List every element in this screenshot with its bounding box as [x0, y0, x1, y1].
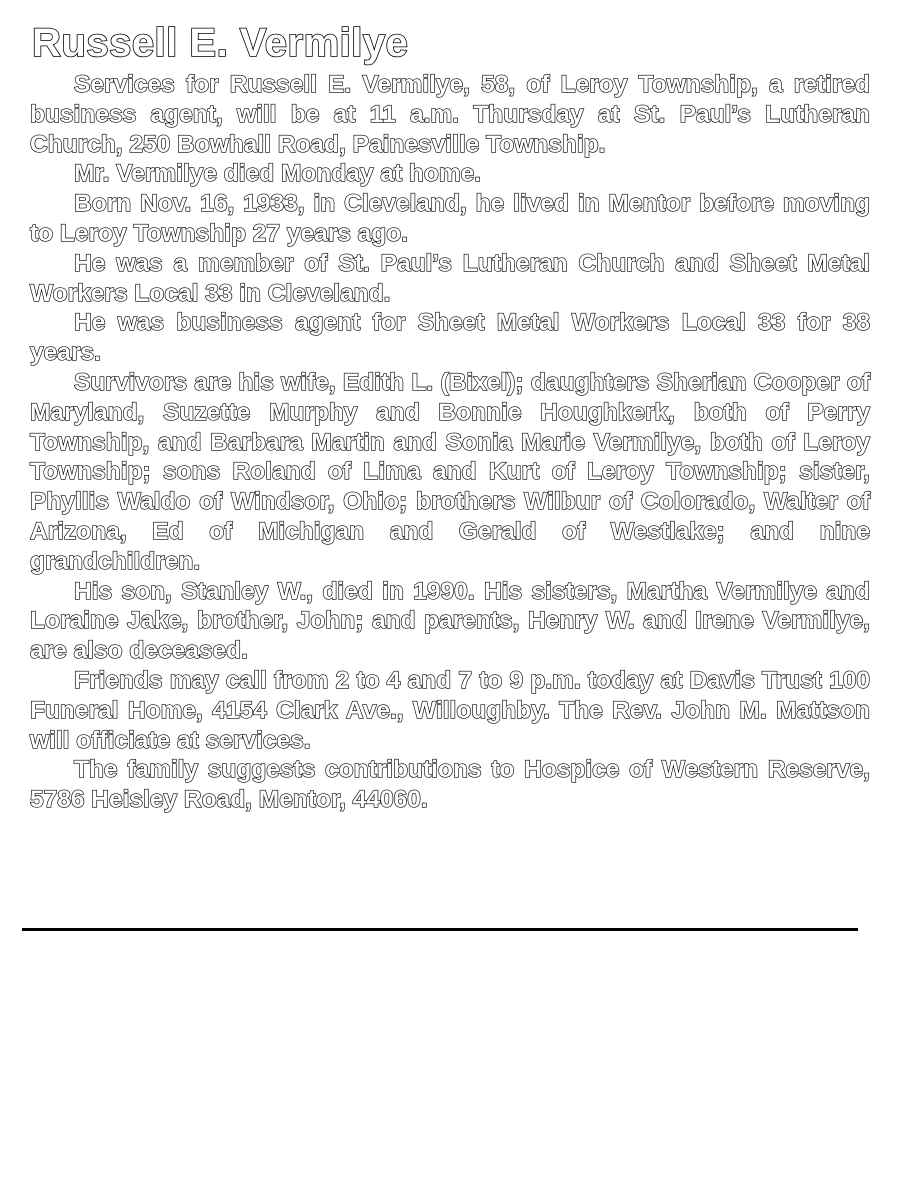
paragraph-survivors: Survivors are his wife, Edith L. (Bixel); daughters Sherian Cooper of Maryland, Suzette Murphy and Bonnie Houghkerk, both of Perry Township, and Barbara Martin and Sonia Marie Vermilye, both of Leroy Township; sons Roland of Lima and Kurt of Leroy Township; sister, Phyllis Waldo of Windsor, Ohio; brothers Wilbur of Colorado, Walter of Arizona, Ed of Michigan and Gerald of Westlake; and nine grandchildren. [30, 368, 870, 575]
paragraph-deceased: His son, Stanley W., died in 1990. His sisters, Martha Vermilye and Loraine Jake, brother, John; and parents, Henry W. and Irene Vermilye, are also deceased. [30, 577, 870, 665]
obituary-body [30, 70, 870, 815]
paragraph-services: Services for Russell E. Vermilye, 58, of Leroy Township, a retired business agent, will be at 11 a.m. Thursday at St. Paul’s Lutheran Church, 250 Bowhall Road, Painesville Township. [30, 71, 870, 158]
paragraph-contributions: The family suggests contributions to Hospice of Western Reserve, 5786 Heisley Road, Mentor, 44060. [30, 756, 870, 814]
paragraph-membership: He was a member of St. Paul’s Lutheran Church and Sheet Metal Workers Local 33 in Cleveland. [30, 249, 870, 307]
obituary-headline: Russell E. Vermilye [32, 21, 409, 65]
obituary-clipping [30, 20, 870, 815]
paragraph-birth: Born Nov. 16, 1933, in Cleveland, he lived in Mentor before moving to Leroy Township 27 years ago. [30, 190, 870, 247]
paragraph-visitation: Friends may call from 2 to 4 and 7 to 9 p.m. today at Davis Trust 100 Funeral Home, 4154 Clark Ave., Willoughby. The Rev. John M. Mattson will officiate at services. [30, 666, 870, 754]
bottom-rule [22, 928, 858, 931]
paragraph-death: Mr. Vermilye died Monday at home. [74, 160, 482, 188]
paragraph-career: He was business agent for Sheet Metal Workers Local 33 for 38 years. [30, 309, 870, 367]
